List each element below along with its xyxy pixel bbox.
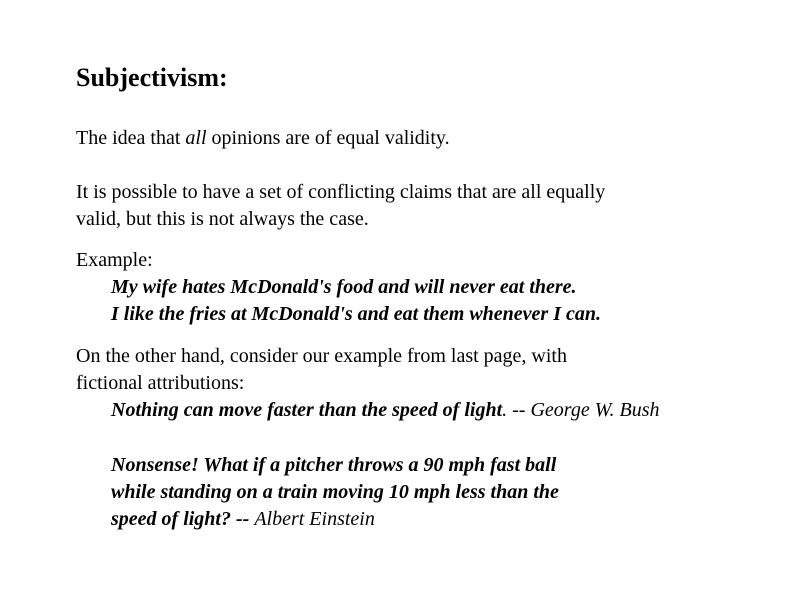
page-title: Subjectivism: — [76, 63, 228, 92]
paragraph2-line1: On the other hand, consider our example from last page, with — [76, 345, 567, 367]
quote2-line3-text: speed of light? -- — [111, 508, 255, 530]
definition-line — [76, 125, 450, 151]
example-line1: My wife hates McDonald's food and will never eat there. — [111, 276, 577, 298]
quote1-text: Nothing can move faster than the speed of light — [111, 399, 503, 421]
paragraph2-line2: fictional attributions: — [76, 372, 245, 394]
quote2-attribution: Albert Einstein — [254, 508, 375, 530]
quote2-line3 — [111, 506, 375, 532]
quote1-separator: . -- — [502, 399, 531, 421]
quote1-attribution: George W. Bush — [530, 399, 660, 421]
paragraph1-line1: It is possible to have a set of conflicting claims that are all equally — [76, 181, 606, 203]
definition-emphasis: all — [185, 127, 207, 149]
example-label: Example: — [76, 249, 153, 271]
paragraph1-line2: valid, but this is not always the case. — [76, 208, 369, 230]
definition-text-after: opinions are of equal validity. — [206, 127, 450, 149]
quote2-line1: Nonsense! What if a pitcher throws a 90 mph fast ball — [111, 454, 557, 476]
example-line2: I like the fries at McDonald's and eat them whenever I can. — [111, 303, 601, 325]
quote1-line — [111, 397, 660, 423]
quote2-line2: while standing on a train moving 10 mph less than the — [111, 481, 559, 503]
definition-text-before: The idea that — [76, 127, 186, 149]
